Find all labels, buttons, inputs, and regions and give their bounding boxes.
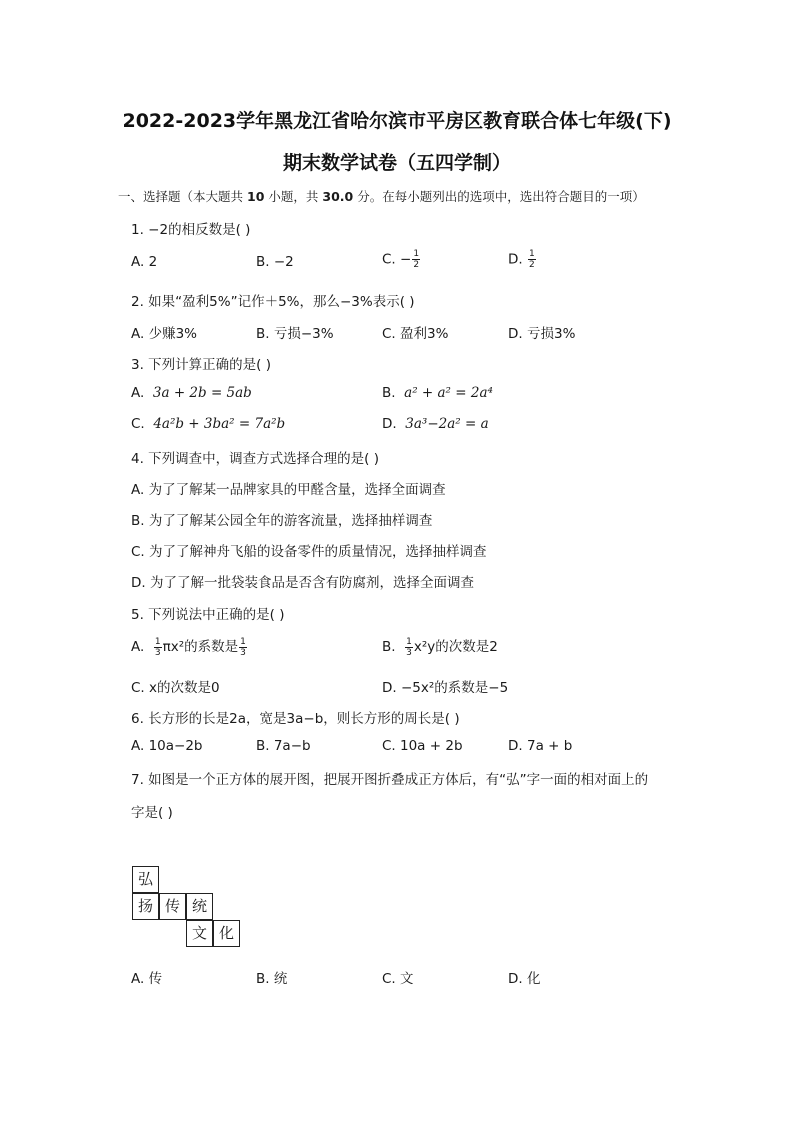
section-header [118,187,645,205]
q7-option-d: D. 化 [508,971,541,987]
q4-option-d: D. 为了了解一批袋装食品是否含有防腐剂，选择全面调查 [131,575,474,591]
q5-option-c: C. x的次数是0 [131,680,220,696]
q4-option-b: B. 为了了解某公园全年的游客流量，选择抽样调查 [131,513,433,529]
q1-option-d-fraction: $\frac{1}{2}$ [528,249,535,270]
q1-option-d [508,249,537,270]
q1-option-c-prefix: C. − [382,251,412,268]
net-cell-yang: 扬 [132,893,159,920]
section-score: 30.0 [322,189,354,204]
q5-option-d: D. −5x²的系数是−5 [382,680,509,696]
q2-option-d: D. 亏损3% [508,326,576,342]
q5-option-b-label: B. [382,639,396,655]
net-cell-hong: 弘 [132,866,159,893]
q3-option-a [131,385,252,401]
q3-option-c [131,416,285,432]
exam-title-line2: 期末数学试卷（五四学制） [282,152,511,174]
exam-title-line1: 2022-2023学年黑龙江省哈尔滨市平房区教育联合体七年级(下) [122,110,672,132]
q7-stem-line1: 7. 如图是一个正方体的展开图，把展开图折叠成正方体后，有“弘”字一面的相对面上的 [131,772,649,788]
q2-option-a: A. 少赚3% [131,326,197,342]
net-cell-wen: 文 [186,920,213,947]
q3-option-b [382,385,493,401]
q1-option-d-prefix: D. [508,251,523,268]
q3-option-d-expr: 3a³−2a² = a [405,416,489,432]
section-suffix: 分。在每小题列出的选项中，选出符合题目的一项） [357,189,645,204]
q6-option-b: B. 7a−b [256,738,311,754]
section-count: 10 [247,189,265,204]
section-prefix: 一、选择题（本大题共 [118,189,244,204]
q2-option-b: B. 亏损−3% [256,326,334,342]
q5-option-a [131,635,248,658]
q2-option-c: C. 盈利3% [382,326,449,342]
q4-option-a: A. 为了了解某一品牌家具的甲醛含量，选择全面调查 [131,482,446,498]
section-mid: 小题，共 [268,189,319,204]
q7-option-a: A. 传 [131,971,163,987]
q5-option-a-fraction: $\frac{1}{3}$ [154,636,161,658]
q4-stem: 4. 下列调查中，调查方式选择合理的是( ) [131,451,379,467]
q7-option-c: C. 文 [382,971,414,987]
q4-option-c: C. 为了了解神舟飞船的设备零件的质量情况，选择抽样调查 [131,544,487,560]
q1-option-c [382,249,421,270]
net-cell-chuan: 传 [159,893,186,920]
q1-option-a: A. 2 [131,254,158,270]
q5-option-a-text: πx²的系数是 [162,639,239,655]
q1-option-c-fraction: $\frac{1}{2}$ [413,249,420,270]
q6-option-d: D. 7a + b [508,738,573,754]
q5-option-a-fraction2: $\frac{1}{3}$ [240,636,246,658]
q5-option-b-fraction: $\frac{1}{3}$ [406,636,412,658]
q5-option-b [382,635,498,658]
q3-option-c-expr: 4a²b + 3ba² = 7a²b [153,416,286,432]
q6-option-a: A. 10a−2b [131,738,203,754]
q3-option-a-label: A. [131,385,145,401]
q6-stem: 6. 长方形的长是2a，宽是3a−b，则长方形的周长是( ) [131,711,460,727]
q6-option-c: C. 10a + 2b [382,738,463,754]
q3-option-c-label: C. [131,416,145,432]
q5-option-a-label: A. [131,639,145,655]
q2-stem: 2. 如果“盈利5%”记作＋5%，那么−3%表示( ) [131,294,415,310]
q1-stem: 1. −2的相反数是( ) [131,222,251,238]
q7-option-b: B. 统 [256,971,288,987]
q5-option-b-text: x²y的次数是2 [413,639,498,655]
q3-option-a-expr: 3a + 2b = 5ab [152,385,252,401]
q3-option-d-label: D. [382,416,397,432]
q5-stem: 5. 下列说法中正确的是( ) [131,607,285,623]
net-cell-tong: 统 [186,893,213,920]
q3-stem: 3. 下列计算正确的是( ) [131,357,271,373]
q3-option-b-label: B. [382,385,396,401]
net-cell-hua: 化 [213,920,240,947]
q7-stem-line2: 字是( ) [131,805,173,821]
q1-option-b: B. −2 [256,254,294,270]
q3-option-b-expr: a² + a² = 2a⁴ [404,385,493,401]
q3-option-d [382,416,489,432]
